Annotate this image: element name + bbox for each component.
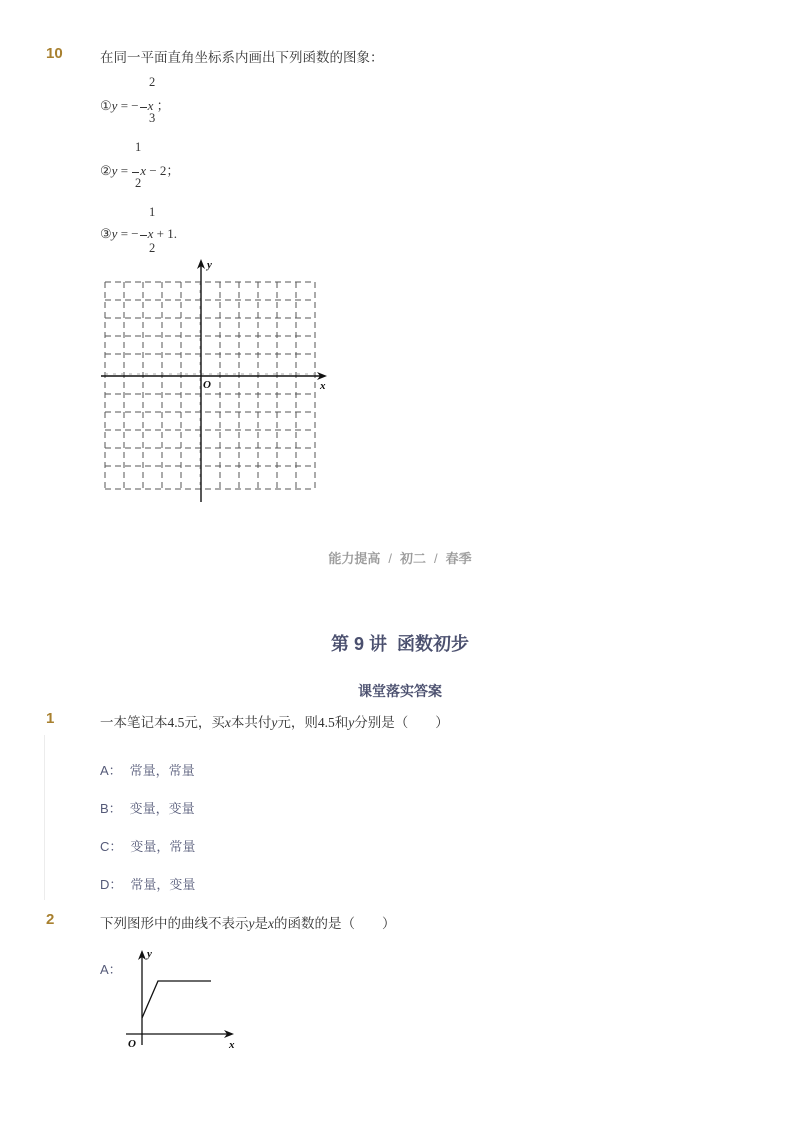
option-text: 变量，常量: [130, 839, 196, 854]
fraction-bar: [140, 107, 147, 108]
origin-label: O: [128, 1038, 136, 1050]
function-end: ；: [166, 163, 180, 178]
function-lhs: y: [111, 163, 118, 178]
option-text: 常量，常量: [129, 763, 195, 778]
stem-text: 本共付: [230, 715, 272, 730]
stem-text: 一本笔记本: [100, 715, 168, 730]
circle-number: ③: [100, 226, 112, 241]
answer-option-b[interactable]: [100, 798, 195, 817]
option-label: C：: [100, 839, 123, 854]
breadcrumb-item: 春季: [445, 551, 472, 566]
fraction-denominator: 2: [135, 176, 142, 190]
function-end: .: [173, 226, 177, 241]
coordinate-grid: [95, 255, 340, 505]
x-axis-label: x: [229, 1039, 235, 1051]
question-number: 10: [46, 45, 63, 62]
breadcrumb-item: 初二: [399, 551, 426, 566]
stem-variable: y: [248, 916, 255, 931]
function-curve: [142, 981, 211, 1018]
option-text: 常量，变量: [130, 877, 196, 892]
origin-label: O: [203, 379, 211, 391]
stem-variable: x: [268, 916, 274, 931]
lesson-title: 第 9 讲 函数初步: [330, 634, 469, 654]
equals-sign: =: [120, 98, 129, 113]
answer-option-a[interactable]: [100, 760, 195, 779]
answer-option-a[interactable]: [100, 959, 122, 978]
circle-number: ①: [100, 98, 112, 113]
stem-text: 是: [254, 916, 268, 931]
stem-text: 下列图形中的曲线不表示: [100, 916, 249, 931]
option-text: 变量，变量: [129, 801, 195, 816]
equals-sign: =: [120, 163, 129, 178]
section-title: 课堂落实答案: [358, 683, 442, 699]
stem-number: 4.5: [167, 715, 185, 730]
question-stem: [100, 912, 396, 932]
function-tail: − 2: [149, 163, 167, 178]
answer-option-c[interactable]: [100, 836, 195, 855]
option-label: B：: [100, 801, 122, 816]
stem-text: 和: [334, 715, 349, 730]
stem-text: 的函数的是（ ）: [274, 916, 396, 931]
breadcrumb-separator: /: [434, 551, 438, 566]
fraction-bar: [140, 235, 147, 236]
y-axis-label: y: [207, 259, 212, 271]
option-label: A：: [100, 763, 122, 778]
function-variable: x: [140, 163, 147, 178]
function-variable: x: [147, 98, 154, 113]
stem-text: 分别是（ ）: [354, 715, 449, 730]
option-label: A：: [100, 962, 122, 977]
function-variable: x: [147, 226, 154, 241]
function-lhs: y: [111, 98, 118, 113]
question-stem: 在同一平面直角坐标系内画出下列函数的图象：: [100, 50, 384, 65]
stem-variable: x: [224, 715, 231, 730]
circle-number: ②: [100, 163, 112, 178]
breadcrumb-separator: /: [388, 551, 392, 566]
stem-text: 元，买: [184, 715, 225, 730]
y-axis-label: y: [147, 948, 152, 960]
sign: −: [131, 226, 139, 241]
fraction-bar: [132, 172, 139, 173]
equals-sign: =: [120, 226, 129, 241]
answer-option-d[interactable]: [100, 874, 195, 893]
function-end: ；: [156, 98, 170, 113]
fraction-numerator: 1: [149, 205, 156, 219]
x-axis-label: x: [320, 380, 326, 392]
fraction-numerator: 1: [135, 140, 142, 154]
fraction-denominator: 3: [149, 111, 156, 125]
sign: −: [131, 98, 139, 113]
function-tail: + 1: [156, 226, 174, 241]
stem-number: 4.5: [317, 715, 335, 730]
question-number: 2: [46, 911, 55, 928]
fraction-numerator: 2: [149, 75, 156, 89]
breadcrumb-item: 能力提高: [328, 551, 381, 566]
stem-text: 元，则: [277, 715, 318, 730]
question-stem: [100, 711, 449, 731]
question-number: 1: [46, 710, 55, 727]
option-label: D：: [100, 877, 123, 892]
option-a-graph: [120, 945, 245, 1053]
stem-variable: y: [271, 715, 278, 730]
stem-variable: y: [348, 715, 355, 730]
function-lhs: y: [111, 226, 118, 241]
footer-breadcrumb: [0, 548, 800, 567]
divider: [44, 735, 45, 900]
fraction-denominator: 2: [149, 241, 156, 255]
